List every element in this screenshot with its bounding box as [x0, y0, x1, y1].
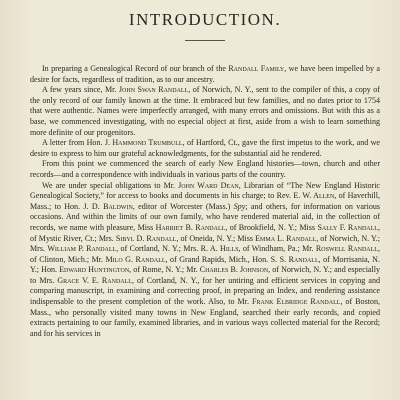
- paragraph-text: Spy: [233, 201, 246, 211]
- person-name: Milo G. Randall: [105, 254, 166, 264]
- paragraph-text: , of Cortland, N. Y., for her untiring and efficient services in copying and comparing manuscript, in examining and correcting proof, in preparing an Index, and rendering assistance indispensable to the present completion of the work. Also, to Mr.: [30, 275, 380, 307]
- person-name: Emma L. Randall: [255, 233, 317, 243]
- paragraph-text: , editor of Worcester (Mass.): [132, 201, 234, 211]
- paragraph-text: , of Cortland, N. Y.; Mrs.: [116, 244, 201, 254]
- paragraph-text: , of Norwich, N. Y., sent to the compiler of this, a copy of the only record of our family known at the time. It embraced but few families, and no dates prior to 1754 that were authentic. Names were imperfectly arranged, with many errors and omissions. But with this as a base, we commenced investigating, with no especial object at first, aside from a wish to learn something more definite of our progenitors.: [30, 85, 380, 137]
- paragraph-text: From this point we commenced the search of early New England histories—town, church and other records—and a correspondence with individuals in various parts of the country.: [30, 159, 380, 179]
- paragraph-text: , of Grand Rapids, Mich., Hon.: [165, 254, 271, 264]
- paragraph-2: [30, 85, 380, 138]
- paragraph-text: , of Norwich, N. Y.; Mrs.: [30, 233, 380, 254]
- paragraph-text: , of Haverhill, Mass.; to Hon.: [30, 191, 380, 211]
- person-name: Sally F. Randall: [317, 222, 378, 232]
- person-name: Roswell Randall: [315, 244, 378, 254]
- paragraph-1: [30, 64, 380, 85]
- paragraph-text: , of Norwich, N. Y.; and especially to Mrs.: [30, 265, 380, 285]
- person-name: S. S. Randall: [270, 254, 319, 264]
- paragraph-text: In preparing a Genealogical Record of our branch of the: [42, 64, 229, 73]
- paragraph-text: A few years since, Mr.: [42, 85, 119, 95]
- person-name: John Ward Dean: [178, 180, 239, 190]
- paragraph-text: , of Windham, Pa.; Mr.: [238, 244, 316, 254]
- person-name: John Swan Randall: [118, 85, 189, 95]
- person-name: Sibyl D. Randall: [115, 233, 177, 243]
- paragraph-text: We are under special obligations to Mr.: [42, 180, 179, 190]
- person-name: Charles B. Johnson: [199, 265, 269, 275]
- person-name: J. Hammond Trumbull: [104, 138, 183, 148]
- paragraph-3: [30, 138, 380, 159]
- person-name: Harriet B. Randall: [155, 222, 226, 232]
- paragraph-text: , of Brookfield, N. Y.; Miss: [225, 222, 318, 232]
- paragraph-text: , Librarian of “The New England Historic Genealogical Society,” for access to books and documents in his charge; to Rev.: [30, 180, 380, 201]
- paragraph-text: , of Mystic River, Ct.; Mrs.: [30, 222, 380, 243]
- paragraph-4: [30, 159, 380, 180]
- title-divider: [185, 40, 225, 41]
- paragraph-text: ; and others, for information on various occasions. And within the limits of our own family, who have rendered material aid, in the collection of records, we name with pleasure, Miss: [30, 201, 380, 232]
- paragraph-text: , of Boston, Mass., who personally visited many towns in New England, searched their early records, and copied extracts pertaining to our family, examined libraries, and in various ways collected material for the Record; and for his services in: [30, 297, 380, 338]
- person-name: Randall Family: [228, 64, 285, 73]
- paragraph-5: [30, 181, 380, 340]
- person-name: E. W. Allen: [293, 191, 335, 201]
- paragraph-text: , of Morrisania, N. Y.; Hon.: [30, 254, 381, 275]
- person-name: J. D. Baldwin: [83, 201, 133, 211]
- paragraph-text: , of Hartford, Ct., gave the first impetus to the work, and we desire to express to him our grateful acknowledgments, for the substantial aid he rendered.: [30, 138, 380, 158]
- person-name: Frank Elbridge Randall: [251, 297, 341, 307]
- paragraph-text: , of Oneida, N. Y.; Miss: [176, 233, 256, 243]
- person-name: Grace V. E. Randall: [57, 275, 132, 285]
- paragraph-text: , we have been impelled by a desire for facts, regardless of tradition, as to our ancestry.: [30, 64, 380, 84]
- document-body: [30, 64, 380, 339]
- person-name: R. A. Hills: [200, 244, 239, 254]
- paragraph-text: , of Clinton, Mich.; Mr.: [30, 244, 380, 264]
- paragraph-text: , of Rome, N. Y.; Mr.: [129, 265, 200, 275]
- page-title: INTRODUCTION.: [128, 10, 282, 29]
- paragraph-text: A letter from Hon.: [42, 138, 105, 148]
- person-name: Edward Huntington: [59, 265, 130, 275]
- person-name: William P. Randall: [47, 244, 117, 254]
